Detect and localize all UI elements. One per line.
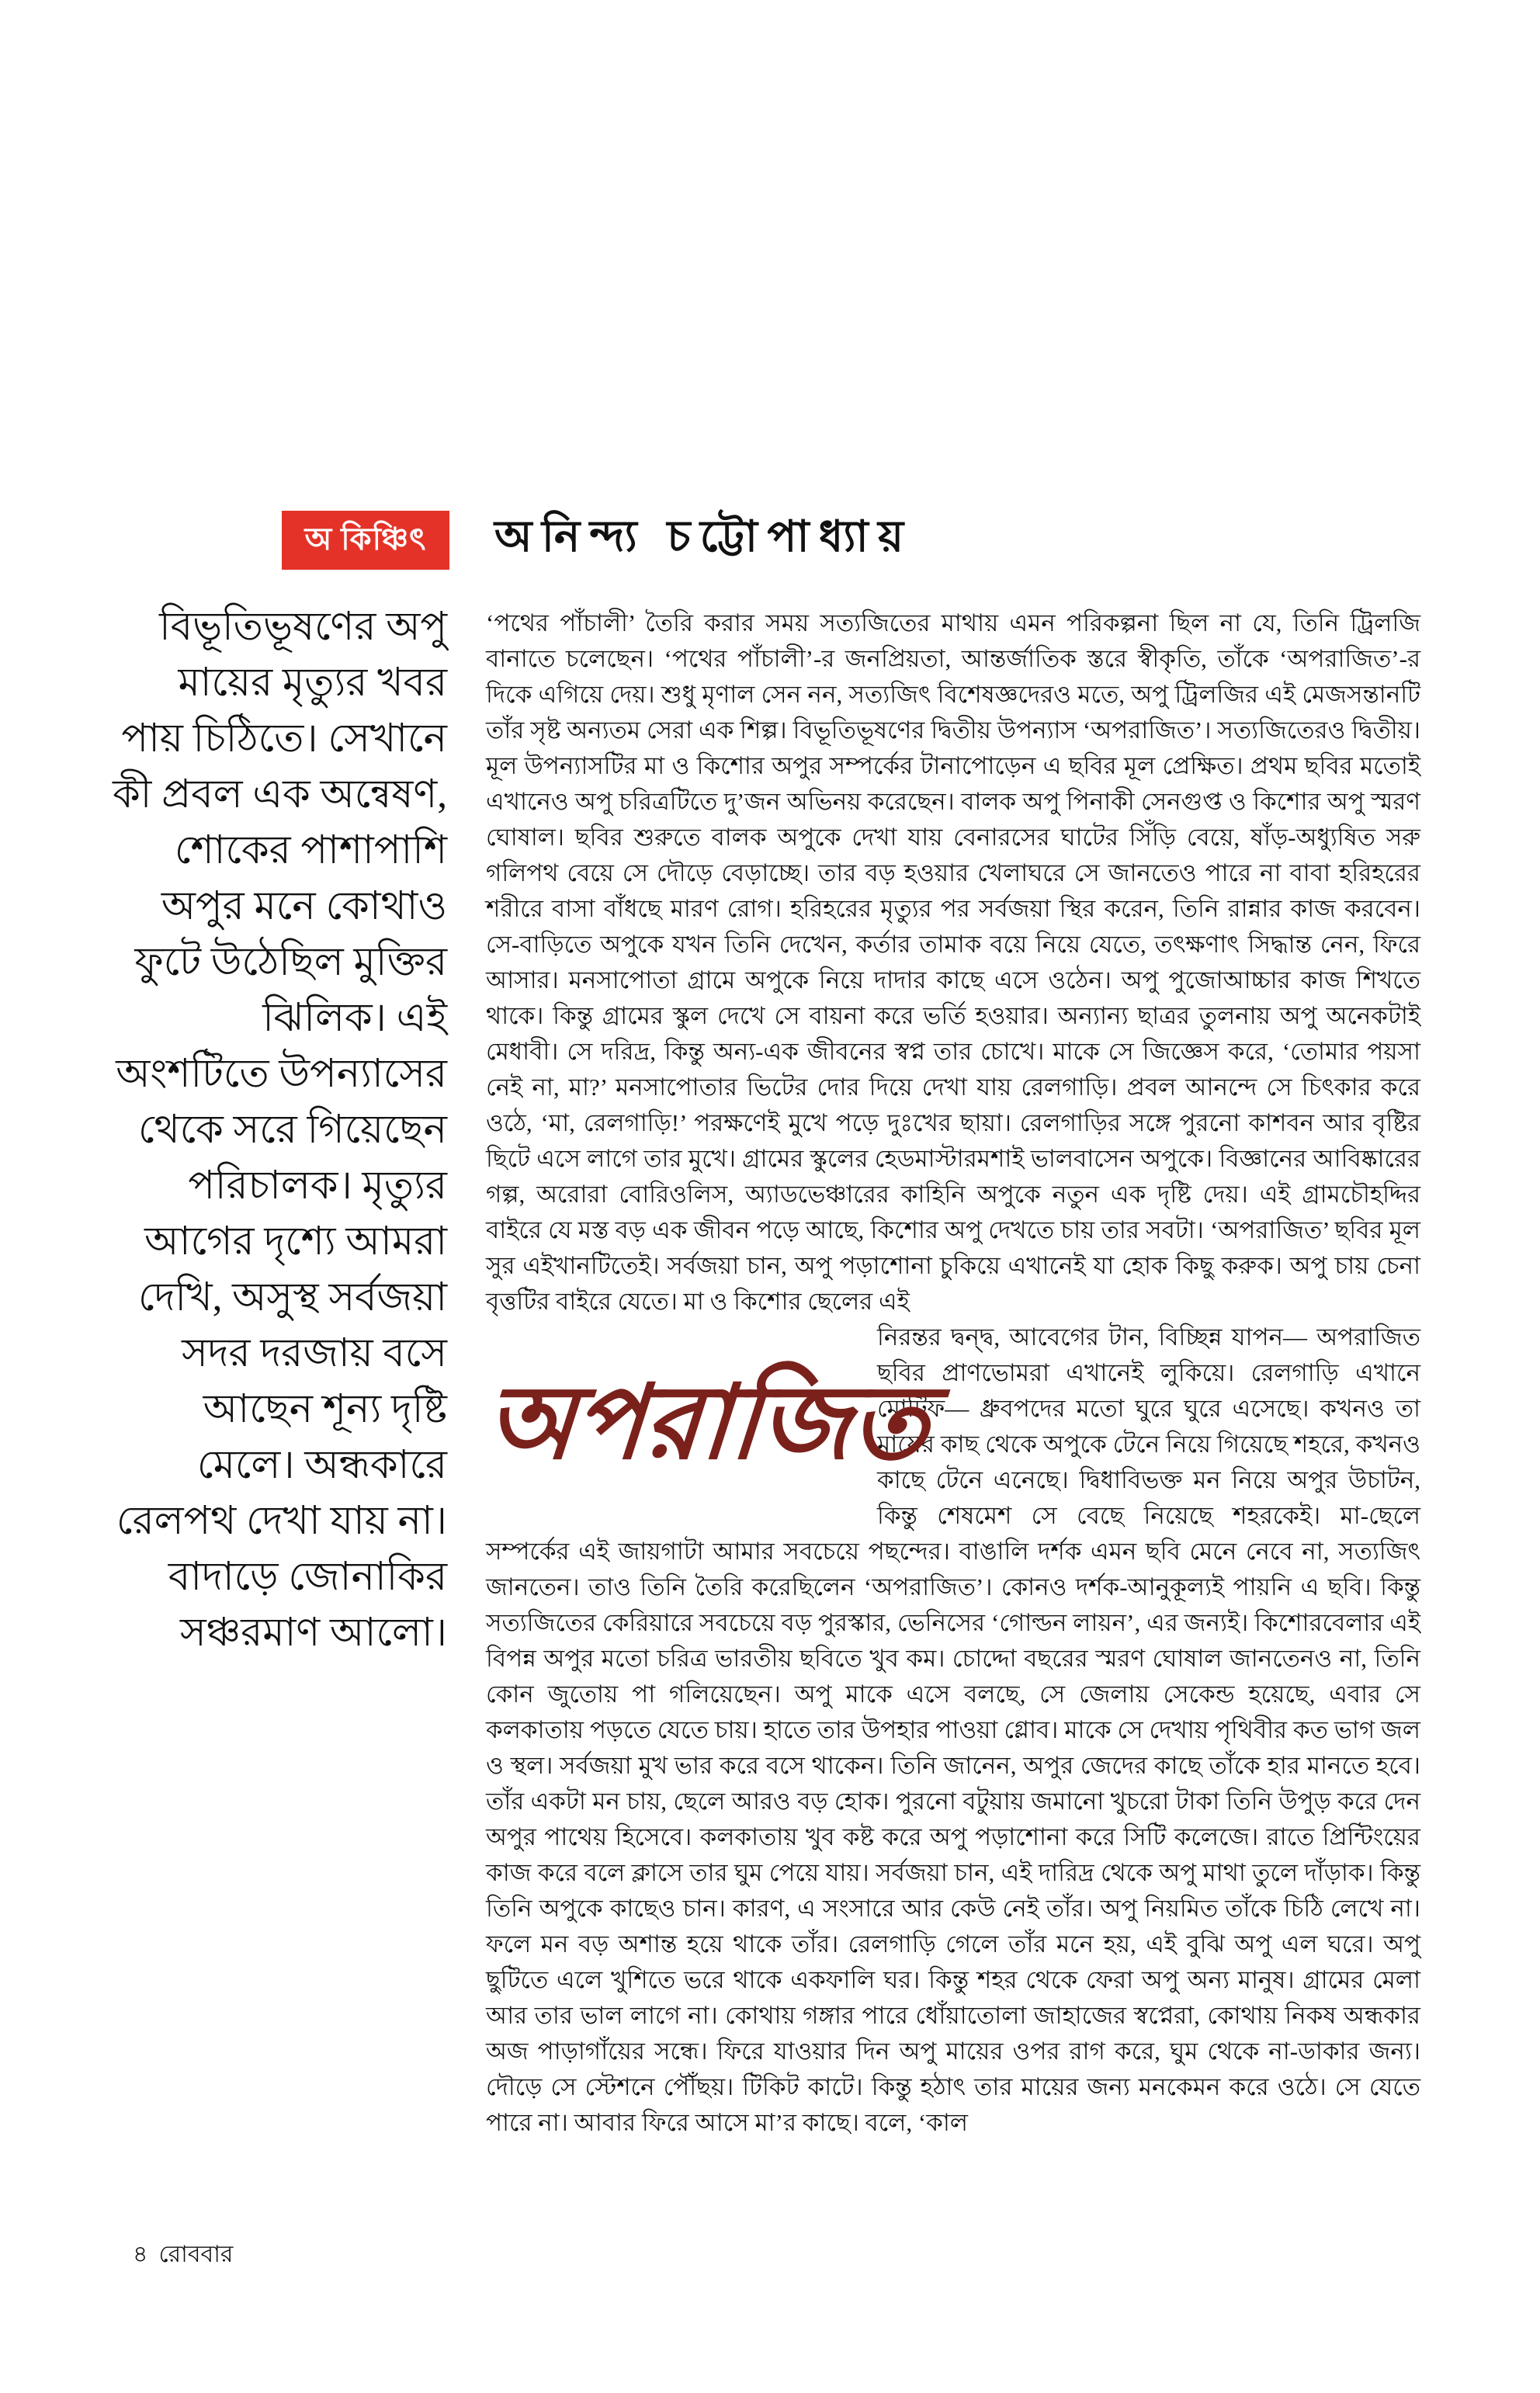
- pull-quote: বিভূতিভূষণের অপু মায়ের মৃত্যুর খবর পায় চিঠিতে। সেখানে কী প্রবল এক অন্বেষণ, শোকের পাশাপাশি অপুর মনে কোথাও ফুটে উঠেছিল মুক্তির ঝিলিক। এই অংশটিতে উপন্যাসের থেকে সরে গিয়েছেন পরিচালক। মৃত্যুর আগের দৃশ্যে আমরা দেখি, অসুস্থ সর্বজয়া সদর দরজায় বসে আছেন শূন্য দৃষ্টি মেলে। অন্ধকারে রেলপথ দেখা যায় না। বাদাড়ে জোনাকির সঞ্চরমাণ আলো।: [113, 605, 447, 1655]
- page-number: ৪: [133, 2242, 148, 2267]
- article-paragraph-1: ‘পথের পাঁচালী’ তৈরি করার সময় সত্যজিতের মাথায় এমন পরিকল্পনা ছিল না যে, তিনি ট্রিলজি বানাতে চলেছেন। ‘পথের পাঁচালী’-র জনপ্রিয়তা, আন্তর্জাতিক স্তরে স্বীকৃতি, তাঁকে ‘অপরাজিত’-র দিকে এগিয়ে দেয়। শুধু মৃণাল সেন নন, সত্যজিৎ বিশেষজ্ঞদেরও মতে, অপু ট্রিলজির এই মেজসন্তানটি তাঁর সৃষ্ট অন্যতম সেরা এক শিল্প। বিভূতিভূষণের দ্বিতীয় উপন্যাস ‘অপরাজিত’। সত্যজিতেরও দ্বিতীয়। মূল উপন্যাসটির মা ও কিশোর অপুর সম্পর্কের টানাপোড়েন এ ছবির মূল প্রেক্ষিত। প্রথম ছবির মতোই এখানেও অপু চরিত্রটিতে দু’জন অভিনয় করেছেন। বালক অপু পিনাকী সেনগুপ্ত ও কিশোর অপু স্মরণ ঘোষাল। ছবির শুরুতে বালক অপুকে দেখা যায় বেনারসের ঘাটের সিঁড়ি বেয়ে, ষাঁড়-অধ্যুষিত সরু গলিপথ বেয়ে সে দৌড়ে বেড়াচ্ছে। তার বড় হওয়ার খেলাঘরে সে জানতেও পারে না বাবা হরিহরের শরীরে বাসা বাঁধছে মারণ রোগ। হরিহরের মৃত্যুর পর সর্বজয়া স্থির করেন, তিনি রান্নার কাজ করবেন। সে-বাড়িতে অপুকে যখন তিনি দেখেন, কর্তার তামাক বয়ে নিয়ে যেতে, তৎক্ষণাৎ সিদ্ধান্ত নেন, ফিরে আসার। মনসাপোতা গ্রামে অপুকে নিয়ে দাদার কাছে এসে ওঠেন। অপু পুজোআচ্চার কাজ শিখতে থাকে। কিন্তু গ্রামের স্কুল দেখে সে বায়না করে ভর্তি হওয়ার। অন্যান্য ছাত্রর তুলনায় অপু অনেকটাই মেধাবী। সে দরিদ্র, কিন্তু অন্য-এক জীবনের স্বপ্ন তার চোখে। মাকে সে জিজ্ঞেস করে, ‘তোমার পয়সা নেই না, মা?’ মনসাপোতার ভিটের দোর দিয়ে দেখা যায় রেলগাড়ি। প্রবল আনন্দে সে চিৎকার করে ওঠে, ‘মা, রেলগাড়ি!’ পরক্ষণেই মুখে পড়ে দুঃখের ছায়া। রেলগাড়ির সঙ্গে পুরনো কাশবন আর বৃষ্টির ছিটে এসে লাগে তার মুখে। গ্রামের স্কুলের হেডমাস্টারমশাই ভালবাসেন অপুকে। বিজ্ঞানের আবিষ্কারের গল্প, অরোরা বোরিওলিস, অ্যাডভেঞ্চারের কাহিনি অপুকে নতুন এক দৃষ্টি দেয়। এই গ্রামচৌহদ্দির বাইরে যে মস্ত বড় এক জীবন পড়ে আছে, কিশোর অপু দেখতে চায় তার সবটা। ‘অপরাজিত’ ছবির মূল সুর এইখানটিতেই। সর্বজয়া চান, অপু পড়াশোনা চুকিয়ে এখানেই যা হোক কিছু করুক। অপু চায় চেনা বৃত্তটির বাইরে যেতে। মা ও কিশোর ছেলের এই: [486, 609, 1421, 1315]
- page-footer: [133, 2235, 233, 2275]
- article-paragraph-2: নিরন্তর দ্বন্দ্ব, আবেগের টান, বিচ্ছিন্ন যাপন— অপরাজিত ছবির প্রাণভোমরা এখানেই লুকিয়ে। রেলগাড়ি এখানে মোটিফ— ধ্রুবপদের মতো ঘুরে ঘুরে এসেছে। কখনও তা মায়ের কাছ থেকে অপুকে টেনে নিয়ে গিয়েছে শহরে, কখনও কাছে টেনে এনেছে। দ্বিধাবিভক্ত মন নিয়ে অপুর উচাটন, কিন্তু শেষমেশ সে বেছে নিয়েছে শহরকেই। মা-ছেলে সম্পর্কের এই জায়গাটা আমার সবচেয়ে পছন্দের। বাঙালি দর্শক এমন ছবি মেনে নেবে না, সত্যজিৎ জানতেন। তাও তিনি তৈরি করেছিলেন ‘অপরাজিত’। কোনও দর্শক-আনুকূল্যই পায়নি এ ছবি। কিন্তু সত্যজিতের কেরিয়ারে সবচেয়ে বড় পুরস্কার, ভেনিসের ‘গোল্ডন লায়ন’, এর জন্যই। কিশোরবেলার এই বিপন্ন অপুর মতো চরিত্র ভারতীয় ছবিতে খুব কম। চোদ্দো বছরের স্মরণ ঘোষাল জানতেনও না, তিনি কোন জুতোয় পা গলিয়েছেন। অপু মাকে এসে বলছে, সে জেলায় সেকেন্ড হয়েছে, এবার সে কলকাতায় পড়তে যেতে চায়। হাতে তার উপহার পাওয়া গ্লোব। মাকে সে দেখায় পৃথিবীর কত ভাগ জল ও স্থল। সর্বজয়া মুখ ভার করে বসে থাকেন। তিনি জানেন, অপুর জেদের কাছে তাঁকে হার মানতে হবে। তাঁর একটা মন চায়, ছেলে আরও বড় হোক। পুরনো বটুয়ায় জমানো খুচরো টাকা তিনি উপুড় করে দেন অপুর পাথেয় হিসেবে। কলকাতায় খুব কষ্ট করে অপু পড়াশোনা করে সিটি কলেজে। রাতে প্রিন্টিংয়ের কাজ করে বলে ক্লাসে তার ঘুম পেয়ে যায়। সর্বজয়া চান, এই দারিদ্র থেকে অপু মাথা তুলে দাঁড়াক। কিন্তু তিনি অপুকে কাছেও চান। কারণ, এ সংসারে আর কেউ নেই তাঁর। অপু নিয়মিত তাঁকে চিঠি লেখে না। ফলে মন বড় অশান্ত হয়ে থাকে তাঁর। রেলগাড়ি গেলে তাঁর মনে হয়, এই বুঝি অপু এল ঘরে। অপু ছুটিতে এলে খুশিতে ভরে থাকে একফালি ঘর। কিন্তু শহর থেকে ফেরা অপু অন্য মানুষ। গ্রামের মেলা আর তার ভাল লাগে না। কোথায় গঙ্গার পারে ধোঁয়াতোলা জাহাজের স্বপ্নেরা, কোথায় নিকষ অন্ধকার অজ পাড়াগাঁয়ের সন্ধে। ফিরে যাওয়ার দিন অপু মায়ের ওপর রাগ করে, ঘুম থেকে না-ডাকার জন্য। দৌড়ে সে স্টেশনে পৌঁছয়। টিকিট কাটে। কিন্তু হঠাৎ তার মায়ের জন্য মনকেমন করে ওঠে। সে যেতে পারে না। আবার ফিরে আসে মা’র কাছে। বলে, ‘কাল: [486, 1323, 1420, 2136]
- author-byline: অনিন্দ্য চট্টোপাধ্যায়: [494, 513, 914, 561]
- article-body: [481, 605, 1421, 2141]
- magazine-name: রোববার: [158, 2242, 234, 2267]
- aparajito-calligraphy-logo: অপরাজিত: [481, 1365, 932, 1480]
- section-badge: অ কিঞ্চিৎ: [282, 511, 449, 570]
